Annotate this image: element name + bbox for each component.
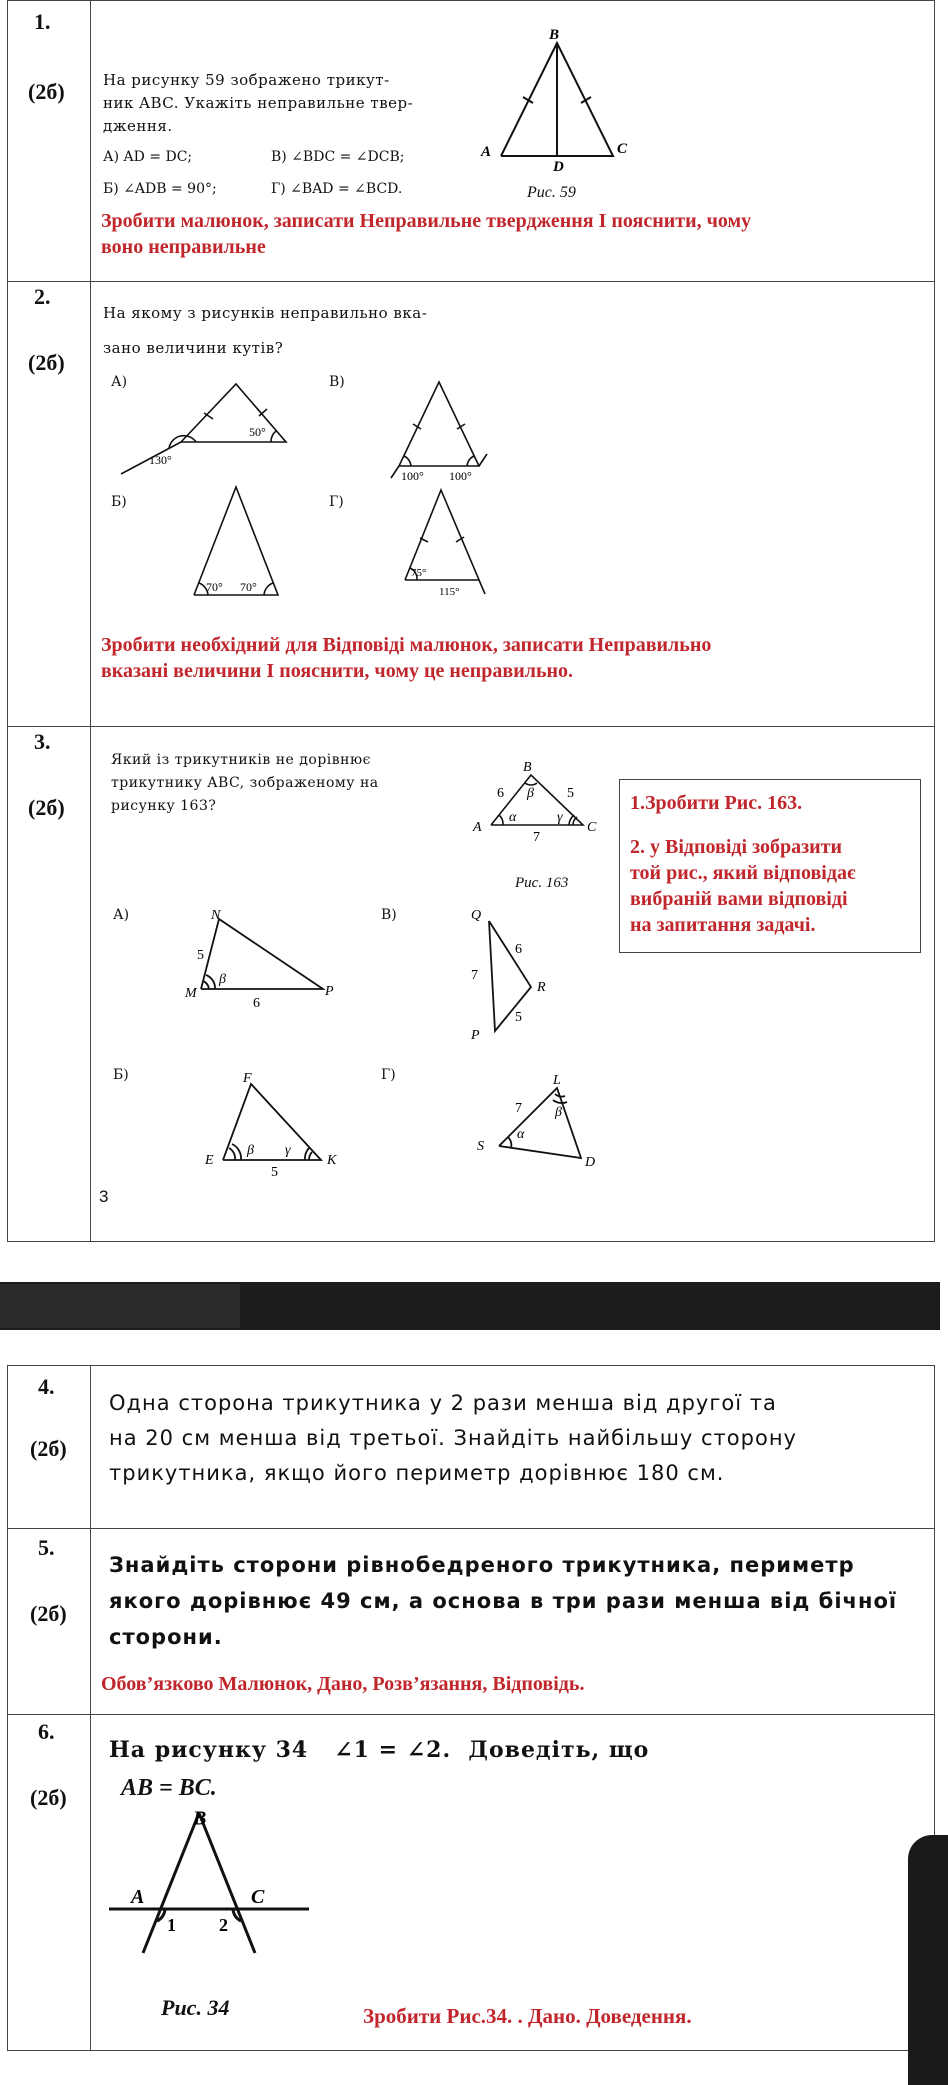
q3-instruction-box (619, 779, 921, 953)
tasks-table-bottom (7, 1365, 935, 2051)
q1-option-v: В) ∠BDC = ∠DCB; (271, 149, 405, 165)
q2-text-line: зано величини кутів? (103, 339, 284, 357)
q5-question (109, 1547, 929, 1655)
q2-figure-v (391, 374, 501, 484)
label-c: C (587, 820, 597, 835)
q2-task-line: Зробити необхідний для Відповіді малюнок, записати Неправильно (101, 634, 712, 656)
label-m: M (185, 986, 197, 1001)
q3-figure-g (471, 1072, 621, 1182)
q3-content-cell (91, 727, 935, 1242)
q2-question (103, 302, 523, 360)
q6-figure-caption: Рис. 34 (161, 1995, 230, 2020)
scroll-handle[interactable] (908, 1835, 948, 2085)
q4-content-cell (91, 1366, 935, 1529)
q5-points: (2б) (30, 1601, 67, 1626)
q4-text-line: трикутника, якщо його периметр дорівнює 180 см. (109, 1461, 725, 1485)
q2-content-cell (91, 282, 935, 727)
label-1: 1 (167, 1915, 176, 1935)
angle-130: 130° (149, 453, 172, 467)
angle-beta: β (555, 1105, 562, 1120)
q3-number-cell (8, 727, 91, 1242)
angle-alpha: α (509, 810, 517, 825)
q6-number-cell (8, 1715, 91, 2051)
side-qr: 6 (515, 942, 522, 957)
label-b: B (523, 760, 532, 775)
label-d: D (553, 159, 564, 175)
q3-figure-163 (471, 759, 601, 845)
q4-text-line: Одна сторона трикутника у 2 рази менша від другої та (109, 1391, 777, 1415)
label-p: P (325, 984, 334, 999)
label-b: B (549, 27, 560, 43)
q4-number: 4. (38, 1374, 55, 1399)
q1-points: (2б) (28, 79, 65, 104)
q3-figure-b (201, 1072, 341, 1182)
q3-box-line: на запитання задачі. (630, 914, 816, 936)
q3-label-g: Г) (381, 1067, 396, 1083)
q4-question (109, 1386, 929, 1491)
label-p: P (471, 1028, 480, 1043)
angle-115: 115° (439, 586, 460, 598)
side-ac: 7 (533, 830, 540, 845)
q2-label-g: Г) (329, 494, 344, 510)
q3-label-b: Б) (113, 1067, 129, 1083)
q2-number-cell (8, 282, 91, 727)
q1-task (101, 208, 921, 260)
q2-label-a: А) (111, 374, 128, 390)
q3-figure-v (467, 907, 577, 1047)
q3-question (111, 749, 491, 818)
q5-text-line: Знайдіть сторони рівнобедреного трикутника, периметр (109, 1553, 855, 1577)
q3-label-v: В) (381, 907, 397, 923)
q1-text-line: На рисунку 59 зображено трикут- (103, 71, 390, 89)
angle-beta: β (247, 1143, 254, 1158)
side-bc: 5 (567, 786, 574, 801)
angle-gamma: γ (557, 810, 563, 825)
angle-70-left: 70° (206, 580, 223, 594)
q2-label-v: В) (329, 374, 345, 390)
angle-70-right: 70° (240, 580, 257, 594)
label-q: Q (471, 908, 482, 923)
page-divider-band (0, 1282, 940, 1330)
q6-figure-34 (109, 1803, 319, 1963)
q6-number: 6. (38, 1719, 55, 1744)
side-mn: 5 (197, 948, 204, 963)
q6-points: (2б) (30, 1785, 67, 1810)
q2-label-b: Б) (111, 494, 127, 510)
q3-box-line: той рис., який відповідає (630, 862, 856, 884)
q6-task: Зробити Рис.34. . Дано. Доведення. (363, 2004, 692, 2028)
label-r: R (537, 980, 546, 995)
q5-number-cell (8, 1529, 91, 1715)
angle-75: 75° (411, 567, 427, 579)
q3-box-line: 2. у Відповіді зобразити (630, 836, 843, 858)
q1-figure-59 (481, 21, 631, 175)
q1-option-b: Б) ∠ADB = 90°; (103, 181, 217, 197)
q3-text-line: трикутнику ABC, зображеному на (111, 775, 379, 791)
q5-content-cell (91, 1529, 935, 1715)
side-ek: 5 (271, 1165, 278, 1180)
angle-beta: β (527, 786, 534, 801)
q3-text-line: рисунку 163? (111, 798, 217, 814)
q3-text-line: Який із трикутників не дорівнює (111, 752, 372, 768)
q5-text-line: сторони. (109, 1625, 223, 1649)
angle-100-left: 100° (401, 469, 424, 483)
q2-figure-a (121, 374, 321, 484)
q1-task-line: воно неправильне (101, 236, 266, 258)
q2-task (101, 632, 921, 684)
label-e: E (205, 1153, 214, 1168)
angle-50: 50° (249, 425, 266, 439)
q1-question (103, 69, 483, 138)
q6-content-cell (91, 1715, 935, 2051)
q5-text-line: якого дорівнює 49 см, а основа в три рази менша від бічної (109, 1589, 898, 1613)
q3-figure-caption: Рис. 163 (515, 875, 569, 891)
blurred-thumbnail (0, 1284, 240, 1328)
label-a: A (473, 820, 482, 835)
q6-text-line: На рисунку 34 ∠1 = ∠2. Доведіть, що (109, 1737, 650, 1763)
q2-figure-b (186, 487, 296, 607)
q1-option-a: А) AD = DC; (103, 149, 193, 165)
q1-task-line: Зробити малюнок, записати Неправильне твердження І пояснити, чому (101, 210, 752, 232)
q3-label-a: А) (113, 907, 130, 923)
side-pr: 5 (515, 1010, 522, 1025)
label-s: S (477, 1139, 484, 1154)
q1-number: 1. (34, 9, 51, 34)
label-a: A (131, 1886, 145, 1908)
q2-figure-g (401, 490, 491, 615)
q4-text-line: на 20 см менша від третьої. Знайдіть найбільшу сторону (109, 1426, 797, 1450)
q2-points: (2б) (28, 350, 65, 375)
label-c: C (617, 141, 628, 157)
angle-gamma: γ (285, 1143, 291, 1158)
q2-number: 2. (34, 284, 51, 309)
q1-text-line: дження. (103, 117, 173, 135)
label-2: 2 (219, 1915, 228, 1935)
angle-100-right: 100° (449, 469, 472, 483)
q3-figure-a (181, 907, 334, 1017)
q2-text-line: На якому з рисунків неправильно вка- (103, 304, 428, 322)
label-b: B (193, 1807, 207, 1830)
label-k: K (327, 1153, 337, 1168)
q3-box-line: вибраній вами відповіді (630, 888, 848, 910)
label-f: F (243, 1071, 252, 1086)
q1-number-cell (8, 1, 91, 282)
side-sl: 7 (515, 1101, 522, 1116)
side-ab: 6 (497, 786, 504, 801)
angle-alpha: α (517, 1127, 525, 1142)
q2-task-line: вказані величини І пояснити, чому це неправильно. (101, 660, 574, 682)
label-c: C (251, 1886, 265, 1908)
q3-number: 3. (34, 729, 51, 754)
q5-number: 5. (38, 1535, 55, 1560)
q1-text-line: ник ABC. Укажіть неправильне твер- (103, 94, 414, 112)
side-mp: 6 (253, 996, 260, 1011)
angle-beta: β (219, 972, 226, 987)
label-l: L (553, 1073, 561, 1088)
q1-option-g: Г) ∠BAD = ∠BCD. (271, 181, 403, 197)
q3-points: (2б) (28, 795, 65, 820)
q1-content-cell (91, 1, 935, 282)
q1-figure-caption: Рис. 59 (527, 184, 576, 201)
q5-task: Обов’язково Малюнок, Дано, Розв’язання, Відповідь. (101, 1673, 585, 1695)
q6-text-line: AB = BC. (121, 1775, 217, 1801)
q4-points: (2б) (30, 1436, 67, 1461)
label-n: N (211, 908, 221, 923)
q4-number-cell (8, 1366, 91, 1529)
label-d: D (585, 1155, 596, 1170)
q3-box-line: 1.Зробити Рис. 163. (630, 792, 803, 814)
q3-note: 3 (99, 1187, 109, 1206)
tasks-table-top (7, 0, 935, 1242)
label-a: A (481, 144, 492, 160)
side-qp: 7 (471, 968, 478, 983)
